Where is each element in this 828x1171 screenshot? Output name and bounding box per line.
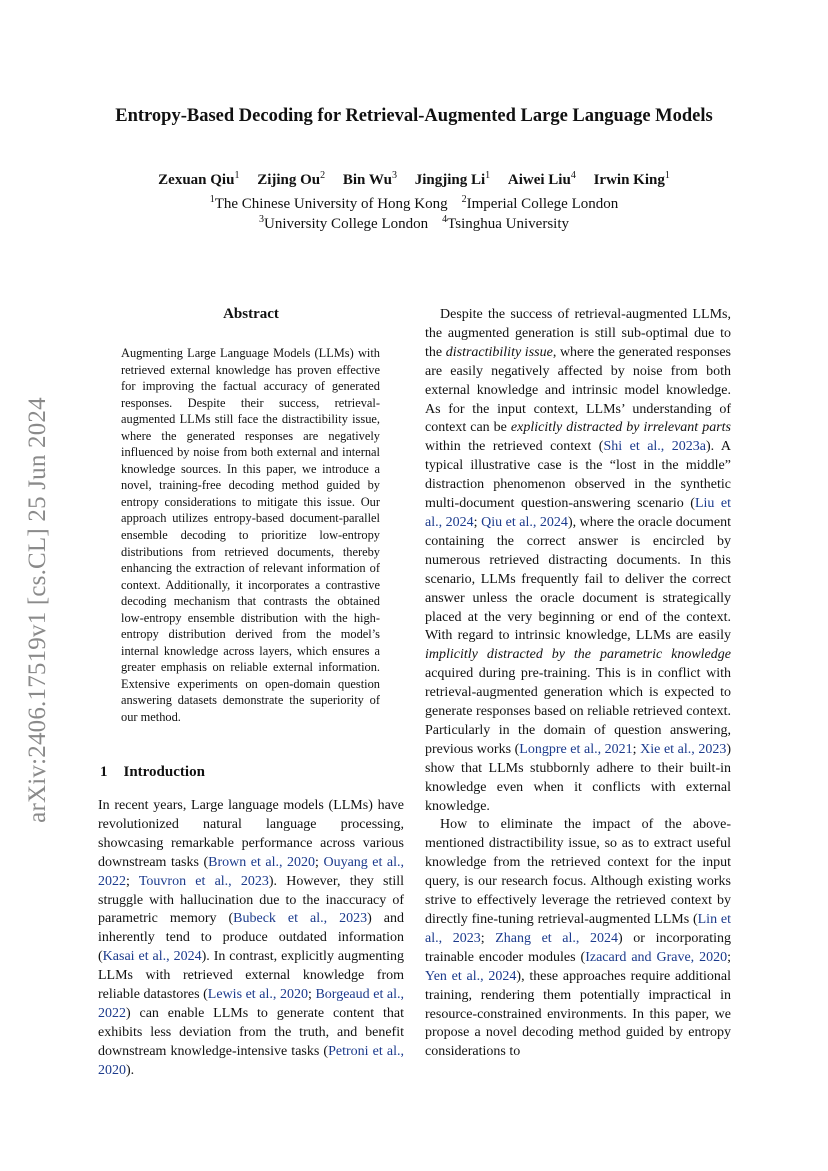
citation-link[interactable]: Zhang et al., 2024 [495,930,619,946]
citation-link[interactable]: Izacard and Grave, 2020 [585,949,728,965]
author: Bin Wu$^3$ [342,170,397,188]
arxiv-identifier-stamp [18,370,58,850]
citation-link[interactable]: Petroni et al., 2020 [98,1043,404,1078]
citation-link[interactable]: Qiu et al., 2024 [481,514,568,530]
citation-link[interactable]: Liu et al., 2024 [425,496,732,530]
author: Aiwei Liu$^4$ [507,170,576,188]
abstract-heading: Abstract [223,306,279,322]
citation-link[interactable]: Brown et al., 2020 [208,854,316,870]
section-number: 1 [100,764,108,780]
citation-link[interactable]: Bubeck et al., 2023 [233,911,368,927]
body-paragraph: How to eliminate the impact of the above-mentioned distractibility issue, so as to extract useful knowledge from the retrieved context for the input query, is our research focus. Although existing works strive to effectively leverage the retrieved context by directly fine-tuning retrieval-augmented LLMs (Lin et al., 2023; Zhang et al., 2024) or incorporating trainable encoder modules (Izacard and Grave, 2020; Yen et al., 2024), these approaches require additional training, rendering them potentially impractical in resource-constrained environments. In this paper, we propose a novel decoding method guided by entropy considerations to [425,817,731,1060]
citation-link[interactable]: Kasai et al., 2024 [102,949,202,965]
body-paragraph: Despite the success of retrieval-augmented LLMs, the augmented generation is still sub-optimal due to the distractibility issue, where the generated responses are easily negatively affected by noise from both external knowledge and intrinsic model knowledge. As for the input context, LLMs’ understanding of context can be explicitly distracted by irrelevant parts within the retrieved context (Shi et al., 2023a). A typical illustrative case is the “lost in the middle” distraction phenomenon observed in the synthetic multi-document question-answering scenario (Liu et al., 2024; Qiu et al., 2024), where the oracle document containing the correct answer is encircled by numerous retrieved distracting documents. In this scenario, LLMs frequently fail to deliver the correct answer unless the oracle document is strategically placed at the very beginning or end of the context. With regard to intrinsic knowledge, LLMs are easily implicitly distracted by the parametric knowledge acquired during pre-training. This is in conflict with retrieval-augmented generation which is expected to generate responses based on reliable retrieved context. Particularly in the domain of question answering, previous works (Longpre et al., 2021; Xie et al., 2023) show that LLMs stubbornly adhere to their built-in knowledge even when it conflicts with external knowledge. [425,307,732,814]
paper-title: Entropy-Based Decoding for Retrieval-Augmented Large Language Models [115,106,713,126]
citation-link[interactable]: Touvron et al., 2023 [138,873,269,889]
citation-link[interactable]: Longpre et al., 2021 [519,741,633,757]
abstract-text: Augmenting Large Language Models (LLMs) with retrieved external knowledge has proven effective for improving the factual accuracy of generated responses. Despite their success, retrieval-augmented LLMs still face the distractibility issue, where the generated responses are negatively influenced by noise from both external and internal knowledge sources. In this paper, we introduce a novel, training-free decoding method guided by entropy considerations to mitigate this issue. Our approach utilizes entropy-based document-parallel ensemble decoding to prioritize low-entropy distributions from retrieved documents, thereby enhancing the extraction of relevant information of context. Additionally, it incorporates a contrastive decoding mechanism that contrasts the obtained low-entropy ensemble distribution with the high-entropy distribution derived from the model’s internal knowledge across layers, which ensures a greater emphasis on reliable external information. Extensive experiments on open-domain question answering datasets demonstrate the superiority of our method. [121,346,380,725]
intro-paragraph: In recent years, Large language models (LLMs) have revolutionized natural language processing, showcasing remarkable performance across various downstream tasks (Brown et al., 2020; Ouyang et al., 2022; Touvron et al., 2023). However, they still struggle with hallucination due to the inaccuracy of parametric memory (Bubeck et al., 2023) and inherently tend to produce outdated information (Kasai et al., 2024). In contrast, explicitly augmenting LLMs with retrieved external knowledge from reliable datastores (Lewis et al., 2020; Borgeaud et al., 2022) can enable LLMs to generate content that exhibits less deviation from the truth, and benefit downstream knowledge-intensive tasks (Petroni et al., 2020). [98,798,405,1078]
author-list [0,170,828,189]
affiliation: University College London [263,216,429,232]
citation-link[interactable]: Ouyang et al., 2022 [98,854,405,889]
author: Zexuan Qiu$^1$ [158,170,240,188]
section-title: Introduction [123,764,205,780]
author: Jingjing Li$^1$ [414,170,491,188]
affiliation-line-2: $^3$University College London $^4$Tsinghua University [258,214,569,232]
affiliation: The Chinese University of Hong Kong [214,196,448,212]
right-column-text [425,306,731,1062]
author: Irwin King$^1$ [593,170,670,188]
affiliation-line-1: $^1$The Chinese University of Hong Kong $^2$Imperial College London [209,194,619,212]
author: Zijing Ou$^2$ [257,170,326,188]
citation-link[interactable]: Lewis et al., 2020 [207,987,308,1003]
section-heading-introduction [100,764,205,781]
citation-link[interactable]: Yen et al., 2024 [425,968,517,984]
citation-link[interactable]: Xie et al., 2023 [640,741,727,757]
affiliation: Tsinghua University [447,216,569,232]
citation-link[interactable]: Shi et al., 2023a [603,439,707,455]
affiliation: Imperial College London [466,196,619,212]
citation-link[interactable]: Lin et al., 2023 [425,912,731,946]
citation-link[interactable]: Borgeaud et al., 2022 [98,987,405,1021]
arxiv-identifier-text: arXiv:2406.17519v1 [cs.CL] 25 Jun 2024 [24,397,51,823]
